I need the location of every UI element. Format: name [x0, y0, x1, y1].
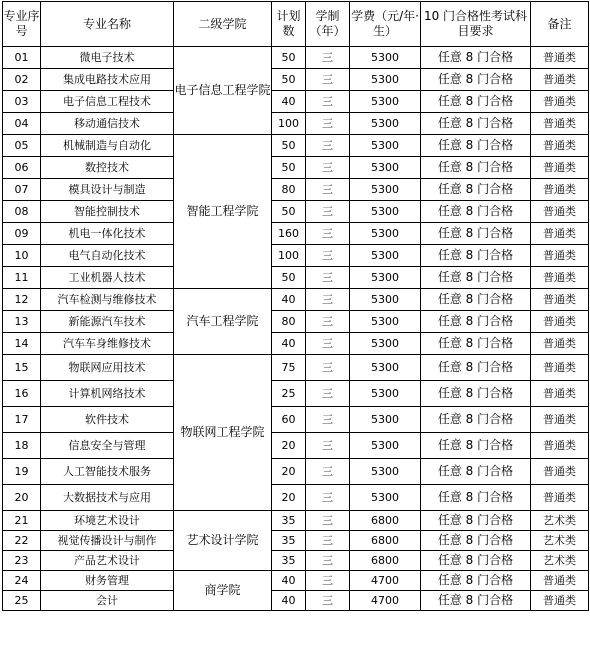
study-length: 三: [306, 47, 350, 69]
table-row: [3, 531, 589, 551]
study-length: 三: [306, 157, 350, 179]
exam-requirement: 任意 8 门合格: [421, 267, 531, 289]
exam-requirement: 任意 8 门合格: [421, 459, 531, 485]
major-name: 集成电路技术应用: [41, 69, 174, 91]
table-row: [3, 157, 589, 179]
admission-plan-table: [2, 1, 589, 611]
category-note: 普通类: [531, 289, 589, 311]
table-row: [3, 179, 589, 201]
exam-requirement: 任意 8 门合格: [421, 485, 531, 511]
category-note: 普通类: [531, 245, 589, 267]
major-name: 电气自动化技术: [41, 245, 174, 267]
header-name: 专业名称: [41, 2, 174, 47]
exam-requirement: 任意 8 门合格: [421, 591, 531, 611]
study-length: 三: [306, 333, 350, 355]
exam-requirement: 任意 8 门合格: [421, 157, 531, 179]
tuition-fee: 5300: [350, 485, 421, 511]
major-name: 产品艺术设计: [41, 551, 174, 571]
college-name: 艺术设计学院: [174, 511, 272, 571]
category-note: 普通类: [531, 113, 589, 135]
major-code: 06: [3, 157, 41, 179]
exam-requirement: 任意 8 门合格: [421, 113, 531, 135]
table-row: [3, 333, 589, 355]
plan-count: 40: [272, 91, 306, 113]
major-code: 10: [3, 245, 41, 267]
major-code: 01: [3, 47, 41, 69]
major-name: 数控技术: [41, 157, 174, 179]
major-name: 工业机器人技术: [41, 267, 174, 289]
tuition-fee: 6800: [350, 531, 421, 551]
category-note: 普通类: [531, 355, 589, 381]
exam-requirement: 任意 8 门合格: [421, 135, 531, 157]
exam-requirement: 任意 8 门合格: [421, 355, 531, 381]
college-name: 商学院: [174, 571, 272, 611]
tuition-fee: 4700: [350, 591, 421, 611]
plan-count: 50: [272, 267, 306, 289]
table-row: [3, 551, 589, 571]
plan-count: 80: [272, 179, 306, 201]
category-note: 普通类: [531, 223, 589, 245]
major-name: 移动通信技术: [41, 113, 174, 135]
category-note: 普通类: [531, 47, 589, 69]
plan-count: 80: [272, 311, 306, 333]
major-name: 软件技术: [41, 407, 174, 433]
major-name: 电子信息工程技术: [41, 91, 174, 113]
college-name: 电子信息工程学院: [174, 47, 272, 135]
study-length: 三: [306, 591, 350, 611]
tuition-fee: 5300: [350, 91, 421, 113]
table-row: [3, 267, 589, 289]
plan-count: 40: [272, 289, 306, 311]
exam-requirement: 任意 8 门合格: [421, 311, 531, 333]
major-code: 20: [3, 485, 41, 511]
study-length: 三: [306, 551, 350, 571]
study-length: 三: [306, 531, 350, 551]
exam-requirement: 任意 8 门合格: [421, 407, 531, 433]
plan-count: 50: [272, 69, 306, 91]
study-length: 三: [306, 91, 350, 113]
header-fee: 学费（元/年·生）: [350, 2, 421, 47]
exam-requirement: 任意 8 门合格: [421, 433, 531, 459]
major-name: 信息安全与管理: [41, 433, 174, 459]
tuition-fee: 5300: [350, 223, 421, 245]
plan-count: 25: [272, 381, 306, 407]
study-length: 三: [306, 571, 350, 591]
major-name: 智能控制技术: [41, 201, 174, 223]
category-note: 普通类: [531, 179, 589, 201]
plan-count: 20: [272, 433, 306, 459]
category-note: 普通类: [531, 135, 589, 157]
plan-count: 50: [272, 135, 306, 157]
study-length: 三: [306, 223, 350, 245]
plan-count: 160: [272, 223, 306, 245]
study-length: 三: [306, 433, 350, 459]
header-note: 备注: [531, 2, 589, 47]
major-code: 23: [3, 551, 41, 571]
plan-count: 100: [272, 245, 306, 267]
tuition-fee: 6800: [350, 511, 421, 531]
major-code: 08: [3, 201, 41, 223]
tuition-fee: 5300: [350, 355, 421, 381]
major-name: 汽车检测与维修技术: [41, 289, 174, 311]
category-note: 普通类: [531, 333, 589, 355]
tuition-fee: 5300: [350, 113, 421, 135]
major-name: 新能源汽车技术: [41, 311, 174, 333]
major-code: 12: [3, 289, 41, 311]
plan-count: 40: [272, 333, 306, 355]
table-row: [3, 289, 589, 311]
category-note: 艺术类: [531, 511, 589, 531]
major-code: 11: [3, 267, 41, 289]
major-name: 环境艺术设计: [41, 511, 174, 531]
category-note: 艺术类: [531, 531, 589, 551]
major-code: 19: [3, 459, 41, 485]
table-row: [3, 47, 589, 69]
major-code: 25: [3, 591, 41, 611]
table-row: [3, 381, 589, 407]
major-name: 机械制造与自动化: [41, 135, 174, 157]
plan-count: 35: [272, 531, 306, 551]
exam-requirement: 任意 8 门合格: [421, 201, 531, 223]
plan-count: 20: [272, 485, 306, 511]
table-row: [3, 591, 589, 611]
study-length: 三: [306, 267, 350, 289]
table-row: [3, 201, 589, 223]
header-requirement: 10 门合格性考试科目要求: [421, 2, 531, 47]
tuition-fee: 5300: [350, 289, 421, 311]
study-length: 三: [306, 311, 350, 333]
tuition-fee: 5300: [350, 381, 421, 407]
exam-requirement: 任意 8 门合格: [421, 69, 531, 91]
tuition-fee: 5300: [350, 267, 421, 289]
table-row: [3, 113, 589, 135]
plan-count: 50: [272, 47, 306, 69]
college-name: 汽车工程学院: [174, 289, 272, 355]
table-row: [3, 355, 589, 381]
major-name: 物联网应用技术: [41, 355, 174, 381]
major-name: 财务管理: [41, 571, 174, 591]
plan-count: 100: [272, 113, 306, 135]
study-length: 三: [306, 485, 350, 511]
study-length: 三: [306, 381, 350, 407]
tuition-fee: 5300: [350, 333, 421, 355]
tuition-fee: 5300: [350, 47, 421, 69]
exam-requirement: 任意 8 门合格: [421, 289, 531, 311]
header-plan: 计划数: [272, 2, 306, 47]
major-code: 02: [3, 69, 41, 91]
major-code: 16: [3, 381, 41, 407]
major-code: 18: [3, 433, 41, 459]
plan-count: 40: [272, 591, 306, 611]
plan-count: 20: [272, 459, 306, 485]
header-row: [3, 2, 589, 47]
major-code: 13: [3, 311, 41, 333]
major-name: 会计: [41, 591, 174, 611]
major-name: 微电子技术: [41, 47, 174, 69]
table-row: [3, 485, 589, 511]
tuition-fee: 5300: [350, 135, 421, 157]
header-college: 二级学院: [174, 2, 272, 47]
header-length: 学制（年）: [306, 2, 350, 47]
tuition-fee: 5300: [350, 201, 421, 223]
category-note: 普通类: [531, 571, 589, 591]
table-row: [3, 135, 589, 157]
study-length: 三: [306, 407, 350, 433]
major-code: 15: [3, 355, 41, 381]
table-row: [3, 91, 589, 113]
table-row: [3, 407, 589, 433]
category-note: 普通类: [531, 485, 589, 511]
plan-count: 60: [272, 407, 306, 433]
major-name: 计算机网络技术: [41, 381, 174, 407]
table-row: [3, 571, 589, 591]
tuition-fee: 5300: [350, 69, 421, 91]
study-length: 三: [306, 69, 350, 91]
plan-count: 35: [272, 511, 306, 531]
major-code: 04: [3, 113, 41, 135]
major-code: 17: [3, 407, 41, 433]
study-length: 三: [306, 179, 350, 201]
plan-count: 35: [272, 551, 306, 571]
major-name: 模具设计与制造: [41, 179, 174, 201]
plan-count: 75: [272, 355, 306, 381]
tuition-fee: 6800: [350, 551, 421, 571]
table-row: [3, 511, 589, 531]
study-length: 三: [306, 355, 350, 381]
college-name: 智能工程学院: [174, 135, 272, 289]
category-note: 普通类: [531, 201, 589, 223]
major-code: 03: [3, 91, 41, 113]
header-code: 专业序号: [3, 2, 41, 47]
study-length: 三: [306, 459, 350, 485]
exam-requirement: 任意 8 门合格: [421, 47, 531, 69]
exam-requirement: 任意 8 门合格: [421, 223, 531, 245]
major-name: 视觉传播设计与制作: [41, 531, 174, 551]
major-code: 24: [3, 571, 41, 591]
exam-requirement: 任意 8 门合格: [421, 511, 531, 531]
major-code: 05: [3, 135, 41, 157]
category-note: 普通类: [531, 433, 589, 459]
tuition-fee: 5300: [350, 179, 421, 201]
category-note: 普通类: [531, 69, 589, 91]
study-length: 三: [306, 245, 350, 267]
table-row: [3, 433, 589, 459]
study-length: 三: [306, 511, 350, 531]
major-code: 14: [3, 333, 41, 355]
major-code: 07: [3, 179, 41, 201]
study-length: 三: [306, 113, 350, 135]
exam-requirement: 任意 8 门合格: [421, 551, 531, 571]
major-name: 汽车车身维修技术: [41, 333, 174, 355]
major-name: 人工智能技术服务: [41, 459, 174, 485]
exam-requirement: 任意 8 门合格: [421, 179, 531, 201]
tuition-fee: 5300: [350, 433, 421, 459]
exam-requirement: 任意 8 门合格: [421, 381, 531, 407]
category-note: 普通类: [531, 267, 589, 289]
tuition-fee: 5300: [350, 459, 421, 485]
table-row: [3, 311, 589, 333]
major-code: 22: [3, 531, 41, 551]
major-name: 机电一体化技术: [41, 223, 174, 245]
major-code: 09: [3, 223, 41, 245]
major-code: 21: [3, 511, 41, 531]
category-note: 普通类: [531, 311, 589, 333]
major-name: 大数据技术与应用: [41, 485, 174, 511]
category-note: 普通类: [531, 591, 589, 611]
category-note: 普通类: [531, 157, 589, 179]
exam-requirement: 任意 8 门合格: [421, 333, 531, 355]
category-note: 普通类: [531, 381, 589, 407]
study-length: 三: [306, 201, 350, 223]
tuition-fee: 5300: [350, 311, 421, 333]
plan-count: 50: [272, 157, 306, 179]
table-row: [3, 245, 589, 267]
exam-requirement: 任意 8 门合格: [421, 91, 531, 113]
study-length: 三: [306, 135, 350, 157]
plan-count: 40: [272, 571, 306, 591]
plan-count: 50: [272, 201, 306, 223]
category-note: 普通类: [531, 407, 589, 433]
category-note: 普通类: [531, 91, 589, 113]
college-name: 物联网工程学院: [174, 355, 272, 511]
tuition-fee: 4700: [350, 571, 421, 591]
exam-requirement: 任意 8 门合格: [421, 571, 531, 591]
exam-requirement: 任意 8 门合格: [421, 245, 531, 267]
table-row: [3, 223, 589, 245]
study-length: 三: [306, 289, 350, 311]
category-note: 普通类: [531, 459, 589, 485]
category-note: 艺术类: [531, 551, 589, 571]
tuition-fee: 5300: [350, 407, 421, 433]
exam-requirement: 任意 8 门合格: [421, 531, 531, 551]
tuition-fee: 5300: [350, 157, 421, 179]
table-row: [3, 459, 589, 485]
table-row: [3, 69, 589, 91]
tuition-fee: 5300: [350, 245, 421, 267]
